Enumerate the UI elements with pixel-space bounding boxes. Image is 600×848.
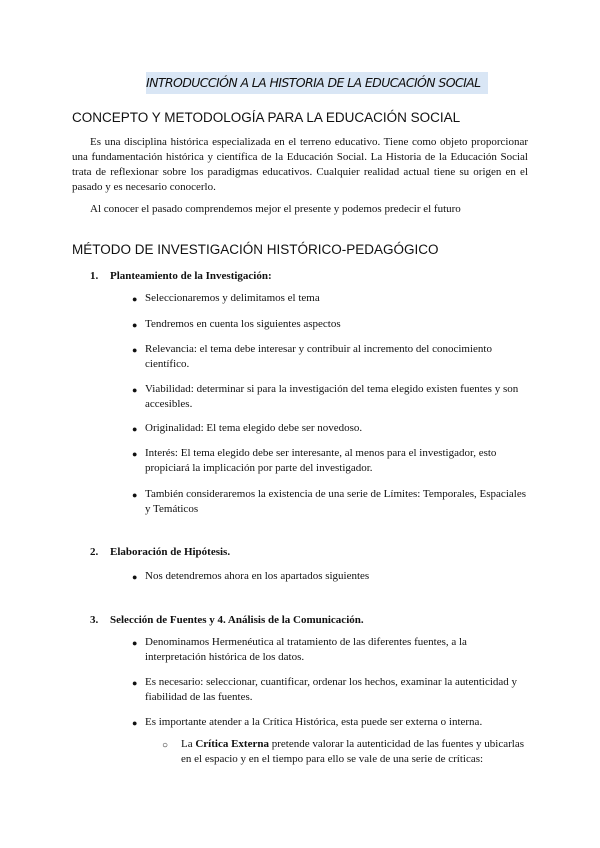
sub-bullet-rest: pretende valorar la autenticidad de las fuentes y ubicarlas en el espacio y en el tiempo para ello se vale de una serie de críticas:: [181, 738, 525, 765]
section-heading-metodo: MÉTODO DE INVESTIGACIÓN HISTÓRICO-PEDAGÓGICO: [72, 242, 439, 257]
list-number: 3.: [90, 614, 99, 626]
bullet-text: Relevancia: el tema debe interesar y contribuir al incremento del conocimiento científico.: [145, 343, 492, 370]
bullet-text: Originalidad: El tema elegido debe ser novedoso.: [145, 422, 363, 434]
list-label: Elaboración de Hipótesis.: [110, 546, 231, 558]
bullet-icon: ●: [132, 449, 138, 459]
bullet-icon: ●: [132, 385, 138, 395]
list-item-planteamiento: [90, 269, 272, 284]
sub-bullet-text: [181, 737, 528, 767]
bullet-text: Interés: El tema elegido debe ser interesante, al menos para el investigador, esto propiciará la implicación por parte del investigador.: [145, 447, 497, 474]
sub-bullet-bold-term: Crítica Externa: [195, 738, 269, 750]
paragraph-pasado: Al conocer el pasado comprendemos mejor el presente y podemos predecir el futuro: [90, 203, 461, 215]
bullet-icon: ●: [132, 294, 138, 304]
bullet-text: Tendremos en cuenta los siguientes aspectos: [145, 318, 341, 330]
bullet-text: Es necesario: seleccionar, cuantificar, ordenar los hechos, examinar la autenticidad y fiabilidad de las fuentes.: [145, 676, 518, 703]
list-label: Planteamiento de la Investigación:: [110, 270, 272, 282]
list-item-fuentes: [90, 613, 364, 628]
list-number: 2.: [90, 546, 99, 558]
list-item-hipotesis: [90, 545, 230, 560]
sub-bullet-icon: ○: [162, 740, 169, 751]
bullet-text: Denominamos Hermenéutica al tratamiento de las diferentes fuentes, a la interpretación histórica de los datos.: [145, 636, 467, 663]
paragraph-definition: Es una disciplina histórica especializada en el terreno educativo. Tiene como objeto proporcionar una fundamentación histórica y científica de la Educación Social. La Historia de la Educación Social trata de reflexionar sobre los paradigmas educativos. Cualquier realidad actual tiene su origen en el pasado y es necesario conocerlo.: [72, 136, 528, 193]
bullet-icon: ●: [132, 638, 138, 648]
bullet-icon: ●: [132, 345, 138, 355]
bullet-text: Seleccionaremos y delimitamos el tema: [145, 292, 320, 304]
list-number: 1.: [90, 270, 99, 282]
bullet-icon: ●: [132, 320, 138, 330]
bullet-text: Nos detendremos ahora en los apartados siguientes: [145, 570, 370, 582]
document-title: INTRODUCCIÓN A LA HISTORIA DE LA EDUCACIÓN SOCIAL: [146, 72, 488, 94]
bullet-icon: ●: [132, 678, 138, 688]
bullet-text: También consideraremos la existencia de una serie de Límites: Temporales, Espaciales y Temáticos: [145, 488, 526, 515]
bullet-icon: ●: [132, 424, 138, 434]
bullet-text: Es importante atender a la Crítica Histórica, esta puede ser externa o interna.: [145, 716, 483, 728]
bullet-icon: ●: [132, 572, 138, 582]
list-label: Selección de Fuentes y 4. Análisis de la Comunicación.: [110, 614, 364, 626]
bullet-icon: ●: [132, 490, 138, 500]
bullet-icon: ●: [132, 718, 138, 728]
sub-bullet-lead: La: [181, 738, 193, 750]
section-heading-concepto: CONCEPTO Y METODOLOGÍA PARA LA EDUCACIÓN SOCIAL: [72, 110, 461, 125]
bullet-text: Viabilidad: determinar si para la investigación del tema elegido existen fuentes y son accesibles.: [145, 383, 519, 410]
